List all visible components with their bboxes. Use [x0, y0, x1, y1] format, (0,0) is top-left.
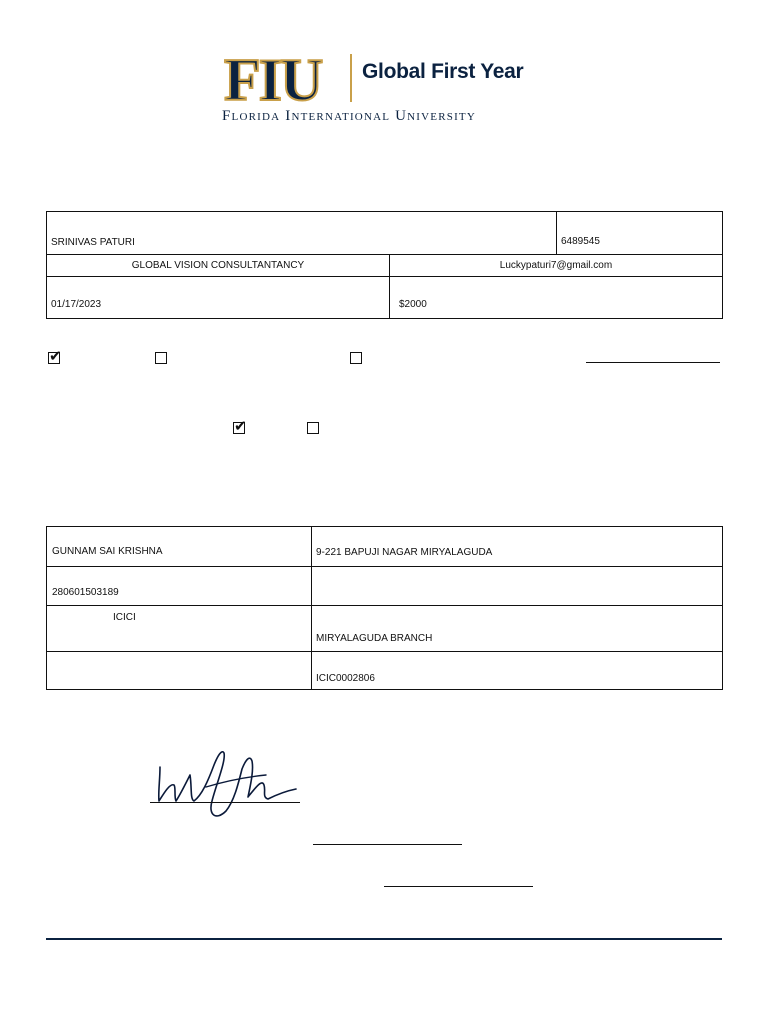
signature-line — [150, 802, 300, 803]
footer-rule — [46, 938, 722, 940]
account-holder-cell: GUNNAM SAI KRISHNA — [47, 527, 312, 567]
other-option-line — [586, 362, 720, 363]
bank-info-table — [46, 526, 723, 690]
blank-line-2 — [384, 886, 533, 887]
confirm-option-2-checkbox[interactable] — [307, 422, 319, 434]
empty-cell — [312, 567, 723, 606]
agency-cell: GLOBAL VISION CONSULTANTANCY — [47, 255, 390, 277]
amount-cell: $2000 — [390, 277, 723, 319]
student-id-cell: 6489545 — [557, 212, 723, 255]
payment-option-2-checkbox[interactable] — [155, 352, 167, 364]
address-cell: 9-221 BAPUJI NAGAR MIRYALAGUDA — [312, 527, 723, 567]
account-number-cell: 280601503189 — [47, 567, 312, 606]
university-name: Florida International University — [222, 108, 476, 124]
checkmark-icon: ✔ — [234, 417, 247, 435]
empty-cell — [47, 652, 312, 690]
fiu-logo-mark — [222, 50, 346, 106]
blank-line-1 — [313, 844, 462, 845]
ifsc-cell: ICIC0002806 — [312, 652, 723, 690]
checkmark-icon: ✔ — [49, 347, 62, 365]
signature — [146, 745, 306, 825]
bank-name-cell: ICICI — [47, 606, 312, 652]
payment-option-3-checkbox[interactable] — [350, 352, 362, 364]
email-cell: Luckypaturi7@gmail.com — [390, 255, 723, 277]
payment-option-1-checkbox[interactable] — [48, 347, 62, 365]
logo-divider — [350, 54, 352, 102]
student-name-cell: SRINIVAS PATURI — [47, 212, 557, 255]
date-cell: 01/17/2023 — [47, 277, 390, 319]
fiu-logo-text: FIU — [224, 50, 322, 106]
program-title: Global First Year — [362, 60, 524, 83]
student-info-table — [46, 211, 723, 319]
fiu-logo — [222, 50, 552, 130]
branch-cell: MIRYALAGUDA BRANCH — [312, 606, 723, 652]
confirm-option-1-checkbox[interactable] — [233, 417, 247, 435]
